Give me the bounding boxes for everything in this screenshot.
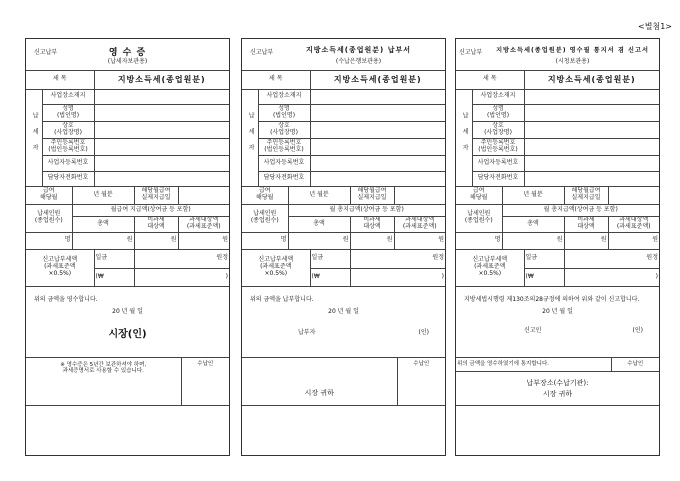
payer-seal: (인): [418, 328, 429, 336]
pay-date-label: 해당월급여 실제지급일: [350, 186, 394, 204]
date-line: 20 년 월 일: [112, 307, 143, 315]
taxable-value[interactable]: 원: [394, 232, 445, 249]
payer-row-label: 사업자등록번호: [258, 155, 310, 171]
employee-count-value[interactable]: 명: [456, 232, 502, 249]
notice-form: [455, 38, 660, 456]
pay-date-label: 해당월급여 실제지급일: [134, 186, 178, 204]
payer-row-value[interactable]: [524, 121, 659, 138]
payer-row-label: 사업장소재지: [472, 89, 524, 104]
tax-item-label: 세 목: [456, 71, 524, 89]
employee-count-value[interactable]: 명: [242, 232, 288, 249]
received-text: 위의 금액을 영수합니다.: [34, 295, 98, 303]
employee-count-value[interactable]: 명: [26, 232, 72, 249]
form-title: 지방소득세(종업원분) 납부서: [306, 46, 411, 54]
payer-row-label: 상호 (사업장명): [258, 121, 310, 138]
payer-row-value[interactable]: [94, 138, 229, 155]
won-sign: (₩: [524, 268, 564, 286]
payer-row-value[interactable]: [94, 104, 229, 121]
bank-statement: [242, 287, 445, 358]
payer-row-value[interactable]: [310, 121, 445, 138]
pay-date-value[interactable]: [394, 186, 445, 204]
pay-date-value[interactable]: [178, 186, 229, 204]
payer-row-value[interactable]: [524, 155, 659, 171]
payer-row-value[interactable]: [310, 171, 445, 186]
receipt-statement: [26, 287, 229, 358]
total-value[interactable]: 원: [72, 232, 134, 249]
won-close: ): [564, 268, 659, 286]
won-sign: (₩: [94, 268, 134, 286]
employee-count-label: 납세인원 (종업원수): [456, 204, 502, 232]
receipt-form: [25, 38, 230, 456]
bank-form: [241, 38, 446, 456]
taxable-value[interactable]: 원: [178, 232, 229, 249]
payer-label: 납부자: [298, 328, 316, 336]
payer-row-value[interactable]: [524, 104, 659, 121]
tax-amount-label: 신고납부세액 (과세표준액 ×0.5%): [456, 249, 524, 286]
taxable-value[interactable]: 원: [608, 232, 659, 249]
month-label: 급여 해당월: [26, 186, 72, 204]
total-header: 총액: [502, 216, 564, 232]
month-label: 급여 해당월: [456, 186, 502, 204]
receipt-footer: [26, 358, 229, 407]
notice-footer: [456, 358, 659, 407]
receipt-table: [26, 71, 229, 287]
payer-row-value[interactable]: [310, 104, 445, 121]
payer-row-label: 담당자전화번호: [258, 171, 310, 186]
payer-row-label: 사업자등록번호: [42, 155, 94, 171]
payer-row-label: 상호 (사업장명): [472, 121, 524, 138]
won-close: ): [350, 268, 445, 286]
payer-row-value[interactable]: [94, 171, 229, 186]
pay-date-value[interactable]: [608, 186, 659, 204]
taxable-header: 과세대상액 (과세표준액): [394, 216, 445, 232]
employee-count-label: 납세인원 (종업원수): [26, 204, 72, 232]
payer-row-value[interactable]: [310, 155, 445, 171]
total-header: 총액: [288, 216, 350, 232]
employee-count-label: 납세인원 (종업원수): [242, 204, 288, 232]
notice-line: 위의 금액을 영수하였기에 통지합니다.: [456, 358, 611, 372]
date-line: 20 년 월 일: [542, 307, 573, 315]
tax-amount-text: 일금: [310, 249, 350, 268]
payer-row-label: 사업장소재지: [42, 89, 94, 104]
tax-amount-text: 일금: [524, 249, 564, 268]
payer-row-value[interactable]: [310, 138, 445, 155]
exempt-header: 비과세 대상액: [564, 216, 608, 232]
form-title: 영 수 증: [108, 48, 147, 58]
exempt-value[interactable]: 원: [134, 232, 178, 249]
notice-table: [456, 71, 659, 287]
paid-text: 위의 금액을 납부합니다.: [250, 295, 314, 303]
payer-row-label: 사업장소재지: [258, 89, 310, 104]
form-subtitle: (납세자보관용): [107, 58, 148, 65]
tax-amount-unit: 원정: [564, 249, 659, 268]
payment-place-block: [456, 372, 659, 406]
payer-group-label: 납세자: [242, 89, 258, 186]
form-tag: 신고납부: [459, 49, 483, 56]
law-text: 지방세법시행령 제130조의28규정에 의하여 위와 같이 신고합니다.: [464, 295, 640, 303]
payer-row-label: 주민등록번호 (법인등록번호): [258, 138, 310, 155]
payer-row-value[interactable]: [94, 155, 229, 171]
tax-amount-unit: 원정: [350, 249, 445, 268]
wage-header: 월급여 지급액(상여금 등 포함): [72, 204, 229, 216]
payer-row-value[interactable]: [94, 89, 229, 104]
tax-item-label: 세 목: [26, 71, 94, 89]
stamp-box: 수납인: [397, 358, 445, 406]
wage-header: 월 총지급액(상여금 등 포함): [502, 204, 659, 216]
form-subtitle: (시청보관용): [555, 58, 590, 65]
won-close: ): [134, 268, 229, 286]
page-number: <별첨1>: [638, 22, 672, 31]
stamp-box: 수납인: [611, 358, 659, 372]
stamp-box: 수납인: [181, 358, 229, 406]
exempt-header: 비과세 대상액: [350, 216, 394, 232]
mayor-addressee: 시장 귀하: [542, 389, 573, 398]
payer-group-label: 납세자: [26, 89, 42, 186]
payer-row-label: 성명 (법인명): [472, 104, 524, 121]
form-header: [456, 39, 659, 71]
form-subtitle: (수납은행보관용): [335, 58, 382, 65]
payer-row-value[interactable]: [94, 121, 229, 138]
date-line: 20 년 월 일: [328, 307, 359, 315]
form-header: [26, 39, 229, 71]
total-value[interactable]: 원: [288, 232, 350, 249]
keep-note: ※ 영수증은 5년간 보관하셔야 하며, 과세증명서로 사용할 수 있습니다.: [26, 358, 181, 406]
exempt-value[interactable]: 원: [350, 232, 394, 249]
bank-table: [242, 71, 445, 287]
form-title: 지방소득세(종업원분) 영수필 통지서 겸 신고서: [496, 47, 649, 54]
form-tag: 신고납부: [34, 49, 58, 56]
pay-date-label: 해당월급여 실제지급일: [564, 186, 608, 204]
payer-row-value[interactable]: [524, 89, 659, 104]
month-value[interactable]: 년 월분: [502, 186, 564, 204]
form-header: [242, 39, 445, 71]
payer-row-value[interactable]: [310, 89, 445, 104]
tax-item-name: 지방소득세(종업원분): [94, 71, 229, 89]
payer-group-label: 납세자: [456, 89, 472, 186]
total-header: 총액: [72, 216, 134, 232]
payment-place-label: 납부장소(수납기관):: [526, 379, 589, 387]
payer-row-value[interactable]: [524, 171, 659, 186]
payer-row-label: 주민등록번호 (법인등록번호): [42, 138, 94, 155]
tax-amount-text: 일금: [94, 249, 134, 268]
exempt-header: 비과세 대상액: [134, 216, 178, 232]
payer-row-label: 담당자전화번호: [42, 171, 94, 186]
tax-item-name: 지방소득세(종업원분): [310, 71, 445, 89]
tax-amount-label: 신고납부세액 (과세표준액 ×0.5%): [242, 249, 310, 286]
won-sign: (₩: [310, 268, 350, 286]
month-value[interactable]: 년 월분: [288, 186, 350, 204]
report-statement: [456, 287, 659, 358]
payer-row-label: 주민등록번호 (법인등록번호): [472, 138, 524, 155]
payer-row-label: 담당자전화번호: [472, 171, 524, 186]
reporter-label: 신고인: [524, 326, 542, 334]
month-value[interactable]: 년 월분: [72, 186, 134, 204]
tax-amount-unit: 원정: [134, 249, 229, 268]
payer-row-label: 상호 (사업장명): [42, 121, 94, 138]
bank-footer: [242, 358, 445, 407]
tax-amount-label: 신고납부세액 (과세표준액 ×0.5%): [26, 249, 94, 286]
mayor-addressee: 시장 귀하: [242, 358, 397, 406]
total-value[interactable]: 원: [502, 232, 564, 249]
payer-row-value[interactable]: [524, 138, 659, 155]
tax-item-name: 지방소득세(종업원분): [524, 71, 659, 89]
payer-row-label: 성명 (법인명): [258, 104, 310, 121]
wage-header: 월 총지급액(상여금 등 포함): [288, 204, 445, 216]
payer-row-label: 성명 (법인명): [42, 104, 94, 121]
payer-row-label: 사업자등록번호: [472, 155, 524, 171]
reporter-seal: (인): [632, 326, 643, 334]
mayor-seal: 시장(인): [108, 328, 147, 340]
exempt-value[interactable]: 원: [564, 232, 608, 249]
taxable-header: 과세대상액 (과세표준액): [178, 216, 229, 232]
month-label: 급여 해당월: [242, 186, 288, 204]
taxable-header: 과세대상액 (과세표준액): [608, 216, 659, 232]
form-tag: 신고납부: [250, 49, 274, 56]
tax-item-label: 세 목: [242, 71, 310, 89]
